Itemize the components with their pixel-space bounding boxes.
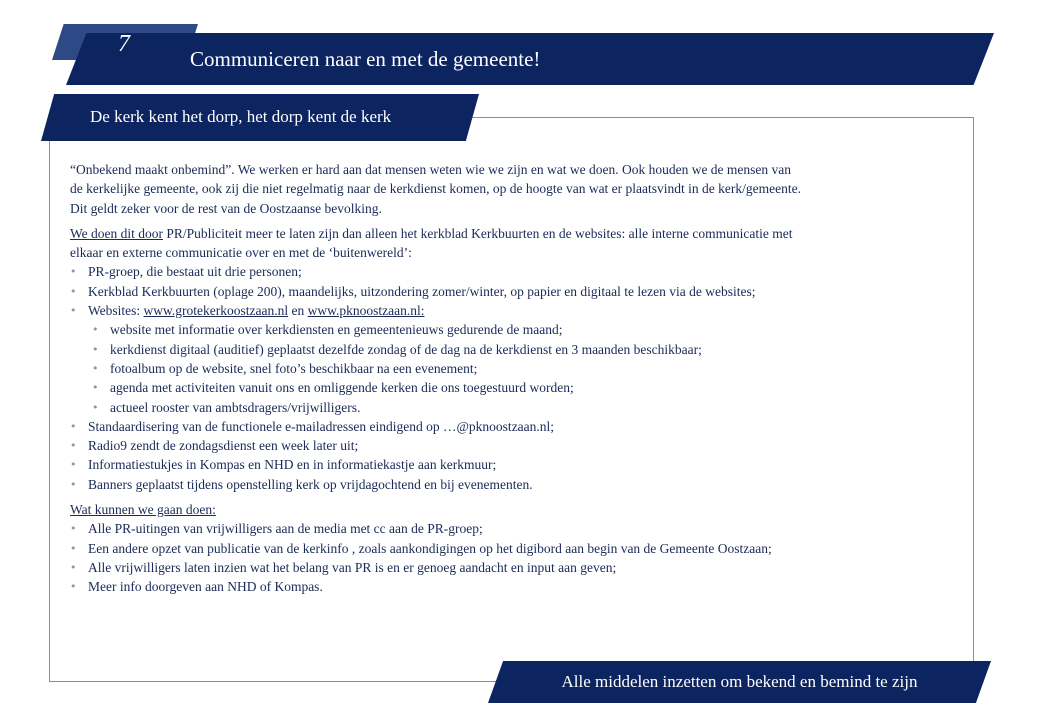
section1-list-continued (70, 417, 950, 494)
section2-list (70, 519, 950, 596)
list-item: • Meer info doorgeven aan NHD of Kompas. (70, 577, 950, 596)
sub-list-item: • actueel rooster van ambtsdragers/vrijwilligers. (70, 398, 950, 417)
websites-between: en (288, 303, 308, 319)
body-text (70, 160, 950, 597)
list-item: • Alle PR-uitingen van vrijwilligers aan de media met cc aan de PR-groep; (70, 519, 950, 538)
sub-list-item: • fotoalbum op de website, snel foto’s beschikbaar na een evenement; (70, 359, 950, 378)
list-item: • Standaardisering van de functionele e-mailadressen eindigend op …@pknoostzaan.nl; (70, 417, 950, 436)
website-link-grotekerk[interactable]: www.grotekerkoostzaan.nl (143, 303, 289, 319)
intro-line-1: “Onbekend maakt onbemind”. We werken er hard aan dat mensen weten wie we zijn en wat we doen. Ook houden we de mensen van (70, 162, 792, 177)
sub-list-item: • kerkdienst digitaal (auditief) geplaatst dezelfde zondag of de dag na de kerkdienst en 3 maanden beschikbaar; (70, 340, 950, 359)
section1-lead-rest: PR/Publiciteit meer te laten zijn dan alleen het kerkblad Kerkbuurten en de websites: alle interne communicatie met (163, 225, 793, 241)
slide-number: 7 (118, 31, 130, 57)
websites-sublist (70, 320, 950, 416)
subtitle: De kerk kent het dorp, het dorp kent de kerk (90, 107, 392, 126)
sub-list-item: • agenda met activiteiten vanuit ons en omliggende kerken die ons toegestuurd worden; (70, 378, 950, 397)
footer-slogan: Alle middelen inzetten om bekend en bemind te zijn (561, 672, 918, 691)
website-link-pknoostzaan[interactable]: www.pknoostzaan.nl: (307, 303, 425, 319)
list-item: • Informatiestukjes in Kompas en NHD en in informatiekastje aan kerkmuur; (70, 455, 950, 474)
sub-list-item: • website met informatie over kerkdiensten en gemeentenieuws gedurende de maand; (70, 320, 950, 339)
section1-lead-line2: elkaar en externe communicatie over en met de ‘buitenwereld’: (70, 245, 412, 261)
list-item: • Alle vrijwilligers laten inzien wat het belang van PR is en er genoeg aandacht en input aan geven; (70, 558, 950, 577)
slide-title: Communiceren naar en met de gemeente! (190, 47, 541, 71)
list-item-websites (70, 301, 950, 320)
list-item: • PR-groep, die bestaat uit drie personen; (70, 262, 950, 281)
list-item: • Een andere opzet van publicatie van de kerkinfo , zoals aankondigingen op het digibord aan begin van de Gemeente Oostzaan; (70, 539, 950, 558)
list-item: • Kerkblad Kerkbuurten (oplage 200), maandelijks, uitzondering zomer/winter, op papier en digitaal te lezen via de websites; (70, 282, 950, 301)
list-item: • Radio9 zendt de zondagsdienst een week later uit; (70, 436, 950, 455)
list-item: • Banners geplaatst tijdens openstelling kerk op vrijdagochtend en bij evenementen. (70, 475, 950, 494)
section1-list (70, 262, 950, 320)
websites-label: Websites: (88, 303, 144, 319)
intro-line-3: Dit geldt zeker voor de rest van de Oostzaanse bevolking. (70, 200, 382, 216)
intro-line-2: de kerkelijke gemeente, ook zij die niet regelmatig naar de kerkdienst komen, op de hoogte van wat er plaatsvindt in de kerk/gemeente. (70, 181, 801, 197)
section1-lead-underlined: We doen dit door (70, 225, 164, 241)
section2-heading: Wat kunnen we gaan doen: (70, 502, 216, 518)
section1-lead (70, 224, 950, 243)
